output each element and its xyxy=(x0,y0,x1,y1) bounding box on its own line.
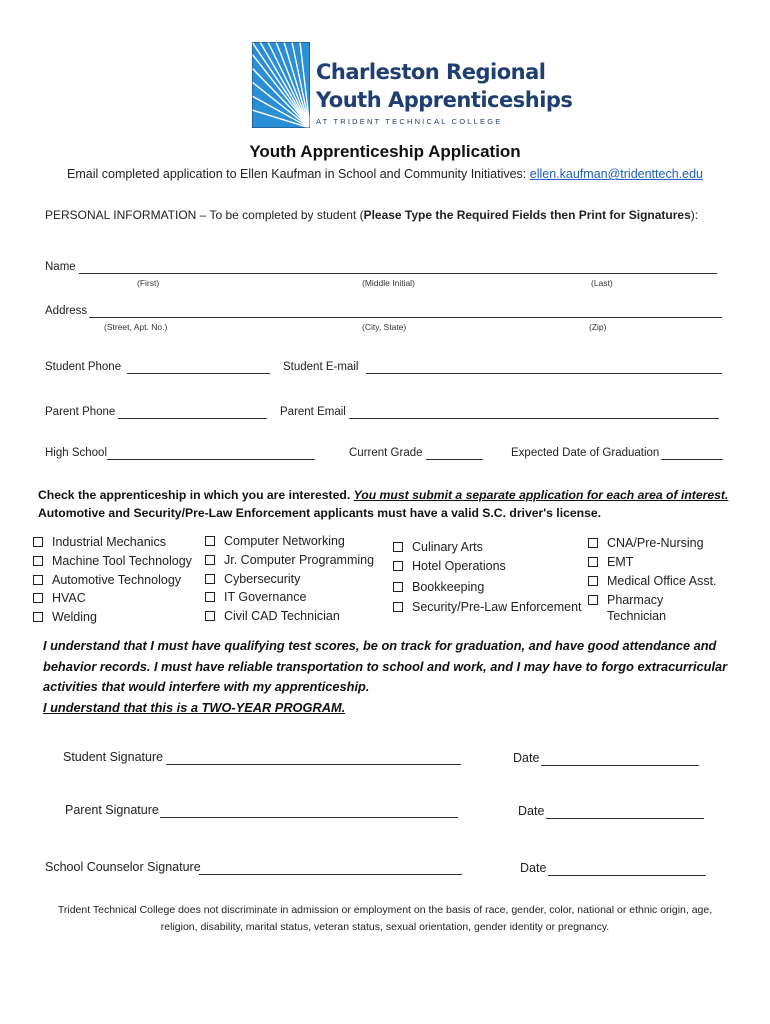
option-label: Security/Pre-Law Enforcement xyxy=(412,600,582,614)
option-label: IT Governance xyxy=(224,590,307,604)
option-medical-office[interactable] xyxy=(588,574,717,588)
checkbox[interactable] xyxy=(588,595,598,605)
checkbox[interactable] xyxy=(393,602,403,612)
checkbox[interactable] xyxy=(205,611,215,621)
footer-text: Trident Technical College does not discriminate in admission or employment on the basis of race, gender, color, national or ethnic origin, age, religion, disability, marital status, veteran status, sexual orientation, gender identity or pregnancy. xyxy=(57,904,713,933)
option-label: Computer Networking xyxy=(224,534,345,548)
checkbox[interactable] xyxy=(205,555,215,565)
option-emt[interactable] xyxy=(588,555,633,569)
option-pharmacy-continued xyxy=(607,609,666,623)
personal-info-bold: Please Type the Required Fields then Print for Signatures xyxy=(363,208,691,222)
option-cybersecurity[interactable] xyxy=(205,572,300,586)
counselor-date-field[interactable] xyxy=(548,875,706,876)
address-city-hint: (City, State) xyxy=(362,322,407,332)
option-label: Welding xyxy=(52,610,97,624)
student-date-field[interactable] xyxy=(541,765,699,766)
student-email-label: Student E-mail xyxy=(283,361,359,373)
option-label: Medical Office Asst. xyxy=(607,574,717,588)
option-label: Bookkeeping xyxy=(412,580,485,594)
parent-signature-label: Parent Signature xyxy=(65,803,159,817)
option-label: Machine Tool Technology xyxy=(52,554,192,568)
college-logo-icon xyxy=(252,42,310,128)
name-last-hint: (Last) xyxy=(591,278,613,288)
address-field[interactable] xyxy=(89,317,722,318)
name-label: Name xyxy=(45,261,76,273)
checkbox[interactable] xyxy=(393,561,403,571)
option-industrial-mechanics[interactable] xyxy=(33,535,166,549)
checkbox[interactable] xyxy=(393,542,403,552)
current-grade-field[interactable] xyxy=(426,459,483,460)
option-pharmacy[interactable] xyxy=(588,593,663,607)
address-street-hint: (Street, Apt. No.) xyxy=(104,322,168,332)
option-security-law[interactable] xyxy=(393,600,582,614)
name-first-hint: (First) xyxy=(137,278,160,288)
checkbox[interactable] xyxy=(33,556,43,566)
checkbox[interactable] xyxy=(588,557,598,567)
option-label: Hotel Operations xyxy=(412,559,506,573)
high-school-label: High School xyxy=(45,447,108,459)
option-label: Automotive Technology xyxy=(52,573,182,587)
checkbox[interactable] xyxy=(33,612,43,622)
heading-text-end: Automotive and Security/Pre-Law Enforcement applicants must have a valid S.C. driver's license. xyxy=(38,506,602,520)
counselor-signature-field[interactable] xyxy=(199,874,462,875)
option-label: Culinary Arts xyxy=(412,540,483,554)
option-label: Industrial Mechanics xyxy=(52,535,166,549)
option-label: Cybersecurity xyxy=(224,572,301,586)
option-jr-computer-programming[interactable] xyxy=(205,553,374,567)
name-field[interactable] xyxy=(79,273,717,274)
student-date-label: Date xyxy=(513,751,540,765)
logo-line-2: Youth Apprenticeships xyxy=(316,88,573,112)
option-label: HVAC xyxy=(52,591,86,605)
counselor-signature-label: School Counselor Signature xyxy=(45,860,201,874)
nondiscrimination-footer xyxy=(0,902,770,936)
address-zip-hint: (Zip) xyxy=(589,322,607,332)
page-title: Youth Apprenticeship Application xyxy=(249,142,521,161)
checkbox[interactable] xyxy=(33,593,43,603)
heading-text: Check the apprenticeship in which you are interested. xyxy=(38,488,354,502)
parent-email-field[interactable] xyxy=(349,418,719,419)
student-phone-label: Student Phone xyxy=(45,361,122,373)
apprenticeship-heading xyxy=(38,486,738,522)
parent-phone-field[interactable] xyxy=(118,418,267,419)
option-label: Pharmacy xyxy=(607,593,664,607)
checkbox[interactable] xyxy=(588,576,598,586)
option-label: CNA/Pre-Nursing xyxy=(607,536,704,550)
option-culinary-arts[interactable] xyxy=(393,540,483,554)
parent-signature-field[interactable] xyxy=(160,817,458,818)
option-label: EMT xyxy=(607,555,634,569)
personal-info-heading xyxy=(45,208,698,222)
checkbox[interactable] xyxy=(588,538,598,548)
parent-email-label: Parent Email xyxy=(280,406,346,418)
option-label: Jr. Computer Programming xyxy=(224,553,375,567)
option-it-governance[interactable] xyxy=(205,590,306,604)
student-phone-field[interactable] xyxy=(127,373,270,374)
option-label: Civil CAD Technician xyxy=(224,609,340,623)
email-instruction xyxy=(0,167,770,181)
heading-underlined: You must submit a separate application for each area of interest. xyxy=(353,488,729,502)
name-middle-hint: (Middle Initial) xyxy=(362,278,415,288)
two-year-notice: I understand that this is a TWO-YEAR PROGRAM. xyxy=(43,699,346,715)
current-grade-label: Current Grade xyxy=(349,447,423,459)
logo-line-3: AT TRIDENT TECHNICAL COLLEGE xyxy=(316,117,503,126)
email-instruction-text: Email completed application to Ellen Kaufman in School and Community Initiatives: xyxy=(67,167,530,181)
parent-phone-label: Parent Phone xyxy=(45,406,116,418)
checkbox[interactable] xyxy=(205,536,215,546)
logo-line-1: Charleston Regional xyxy=(316,60,546,84)
parent-date-label: Date xyxy=(518,804,545,818)
personal-info-suffix: ): xyxy=(690,208,699,222)
high-school-field[interactable] xyxy=(107,459,315,460)
counselor-date-label: Date xyxy=(520,861,547,875)
student-email-field[interactable] xyxy=(366,373,722,374)
option-welding[interactable] xyxy=(33,610,97,624)
agreement-statement xyxy=(43,636,743,718)
email-link[interactable]: ellen.kaufman@tridenttech.edu xyxy=(529,167,703,181)
checkbox[interactable] xyxy=(205,574,215,584)
option-automotive[interactable] xyxy=(33,573,181,587)
graduation-label: Expected Date of Graduation xyxy=(511,447,660,459)
graduation-field[interactable] xyxy=(661,459,723,460)
option-cna-pre-nursing[interactable] xyxy=(588,536,704,550)
option-civil-cad[interactable] xyxy=(205,609,340,623)
option-bookkeeping[interactable] xyxy=(393,580,484,594)
personal-info-prefix: PERSONAL INFORMATION – To be completed by student ( xyxy=(45,208,364,222)
student-signature-label: Student Signature xyxy=(63,750,164,764)
option-hotel-operations[interactable] xyxy=(393,559,506,573)
option-computer-networking[interactable] xyxy=(205,534,345,548)
student-signature-field[interactable] xyxy=(166,764,461,765)
checkbox[interactable] xyxy=(33,537,43,547)
address-label: Address xyxy=(45,305,88,317)
checkbox[interactable] xyxy=(33,575,43,585)
parent-date-field[interactable] xyxy=(546,818,704,819)
option-hvac[interactable] xyxy=(33,591,86,605)
option-machine-tool[interactable] xyxy=(33,554,192,568)
agreement-text: I understand that I must have qualifying test scores, be on track for graduation, and have good attendance and behavior records. I must have reliable transportation to school and work, and I may have to forgo extracurricular activities that would interfere with my apprenticeship. xyxy=(43,638,728,694)
checkbox[interactable] xyxy=(393,582,403,592)
option-label: Technician xyxy=(607,609,667,623)
checkbox[interactable] xyxy=(205,592,215,602)
